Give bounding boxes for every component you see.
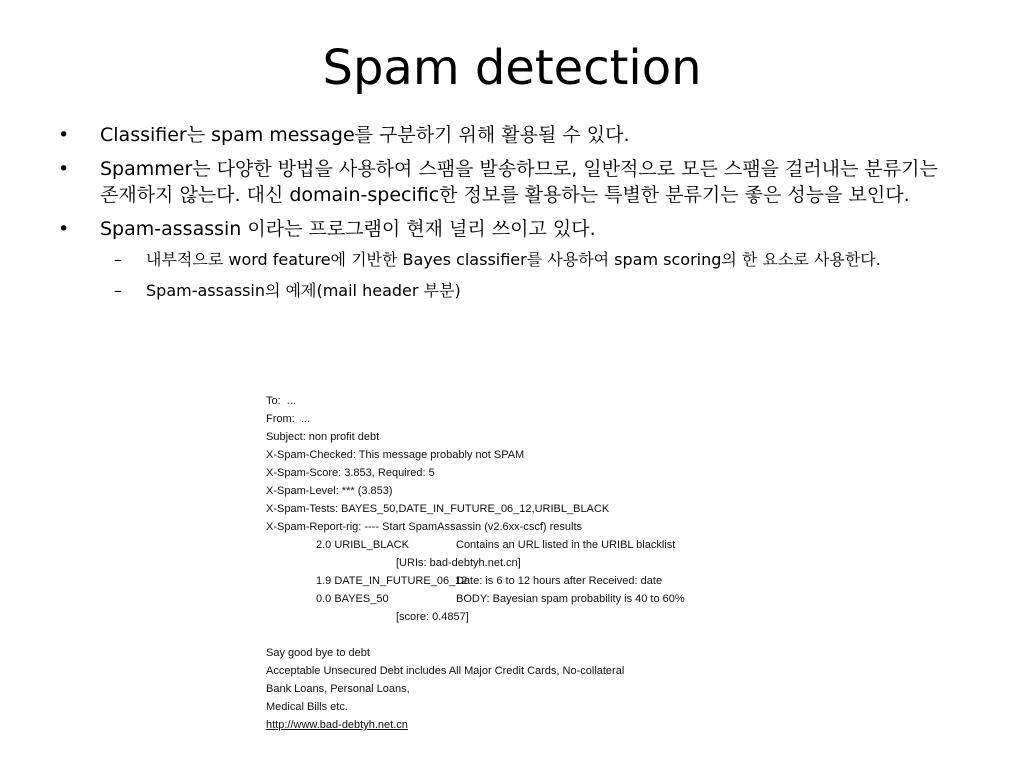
report-rule-1-uris: [URIs: bad-debtyh.net.cn] [396, 557, 521, 569]
bullet-text: Spam-assassin 이라는 프로그램이 현재 널리 쓰이고 있다. [100, 218, 596, 240]
spam-level: X-Spam-Level: *** (3.853) [266, 485, 393, 497]
bullet-item [58, 156, 958, 208]
bullet-marker: • [58, 158, 70, 180]
spacer [266, 626, 786, 644]
report-rule-1 [266, 536, 786, 554]
bullet-list [58, 122, 958, 310]
email-subject: Subject: non profit debt [266, 431, 380, 443]
rule-score: 0.0 BAYES_50 [316, 593, 389, 605]
report-rule-3-score: [score: 0.4857] [396, 611, 469, 623]
email-body-line: Medical Bills etc. [266, 701, 348, 713]
sub-bullet-item [100, 248, 958, 271]
rule-score: 1.9 DATE_IN_FUTURE_06_12 [316, 575, 468, 587]
report-rule-2 [266, 572, 786, 590]
bullet-text: Spammer는 다양한 방법을 사용하여 스팸을 발송하므로, 일반적으로 모든 스팸을 걸러내는 분류기는 존재하지 않는다. 대신 domain-specific한 정보를 활용하는 특별한 분류기는 좋은 성능을 보인다. [100, 158, 938, 206]
email-to: To: ... [266, 395, 296, 407]
report-rule-3 [266, 590, 786, 608]
spam-report: X-Spam-Report-rig: ---- Start SpamAssassin (v2.6xx-cscf) results [266, 521, 583, 533]
email-body-line: Say good bye to debt [266, 647, 370, 659]
spam-score: X-Spam-Score: 3.853, Required: 5 [266, 467, 435, 479]
bullet-item [58, 216, 958, 302]
bullet-text: Classifier는 spam message를 구분하기 위해 활용될 수 있다. [100, 124, 630, 146]
bullet-item [58, 122, 958, 148]
spam-link[interactable]: http://www.bad-debtyh.net.cn [266, 719, 408, 731]
dash-marker: – [114, 250, 122, 269]
rule-desc: BODY: Bayesian spam probability is 40 to 60% [456, 593, 685, 605]
bullet-marker: • [58, 124, 70, 146]
sub-bullet-list [100, 248, 958, 302]
sub-bullet-item [100, 279, 958, 302]
slide-title: Spam detection [322, 40, 702, 96]
spam-tests: X-Spam-Tests: BAYES_50,DATE_IN_FUTURE_06_12,URIBL_BLACK [266, 503, 610, 515]
bullet-marker: • [58, 218, 70, 240]
email-header-sample [266, 392, 786, 734]
email-from: From: ... [266, 413, 310, 425]
rule-score: 2.0 URIBL_BLACK [316, 539, 409, 551]
dash-marker: – [114, 281, 122, 300]
email-body-line: Bank Loans, Personal Loans, [266, 683, 410, 695]
rule-desc: Contains an URL listed in the URIBL blacklist [456, 539, 676, 551]
rule-desc: Date: is 6 to 12 hours after Received: date [456, 575, 663, 587]
email-body-line: Acceptable Unsecured Debt includes All Major Credit Cards, No-collateral [266, 665, 625, 677]
spam-checked: X-Spam-Checked: This message probably not SPAM [266, 449, 525, 461]
sub-bullet-text: Spam-assassin의 예제(mail header 부분) [146, 281, 461, 300]
sub-bullet-text: 내부적으로 word feature에 기반한 Bayes classifier를 사용하여 spam scoring의 한 요소로 사용한다. [146, 250, 881, 269]
